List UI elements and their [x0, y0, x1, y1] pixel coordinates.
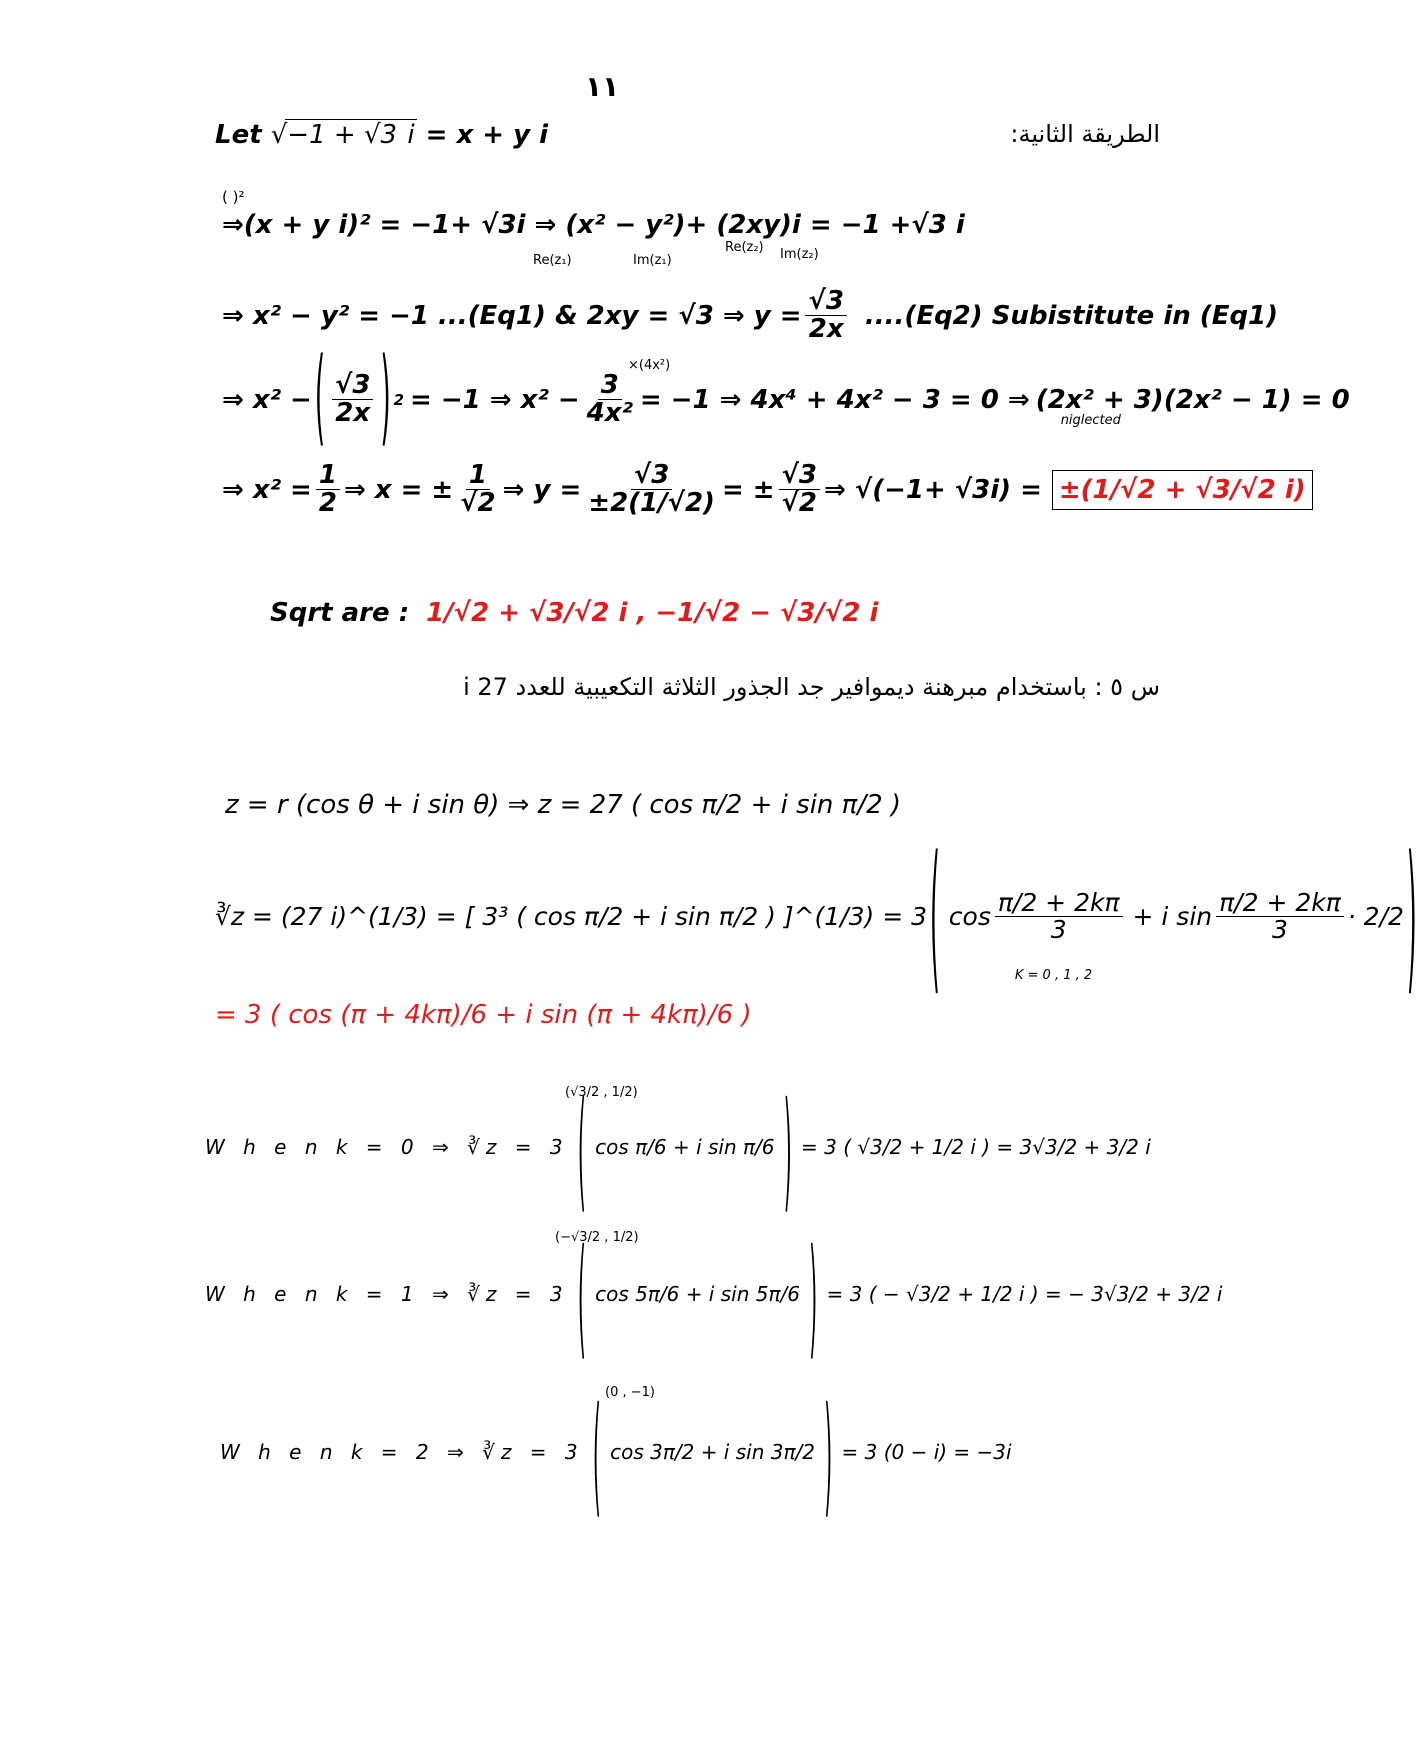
sqrt-are-label: Sqrt are :	[270, 598, 410, 628]
k2-line: W h e n k = 2 ⇒ ∛z = 3 ( cos 3π/2 + i sin 3π/2 ) = 3 (0 − i) = −3i	[220, 1375, 1012, 1532]
sqrt-answers: 1/√2 + √3/√2 i , −1/√2 − √3/√2 i	[426, 598, 879, 628]
im-z1-label: Im(z₁)	[633, 253, 672, 268]
answer-box: ±(1/√2 + √3/√2 i)	[1052, 470, 1313, 510]
polar-form: z = r (cos θ + i sin θ) ⇒ z = 27 ( cos π/2 + i sin π/2 )	[225, 790, 902, 820]
im-z2-label: Im(z₂)	[780, 247, 819, 262]
let-word: Let	[215, 120, 262, 150]
let-equation: Let √−1 + √3 i = x + y i	[215, 120, 549, 150]
let-sqrt3: 3	[380, 120, 398, 150]
k0-note: (√3/2 , 1/2)	[565, 1085, 638, 1100]
k0-line: W h e n k = 0 ⇒ ∛z = 3 ( cos π/6 + i sin π/6 ) = 3 ( √3/2 + 1/2 i ) = 3√3/2 + 3/2 i	[205, 1070, 1151, 1227]
eq2-text: ....(Eq2) Subistitute in (Eq1)	[864, 300, 1279, 331]
re-z2-label: Re(z₂)	[725, 240, 764, 255]
k-values: K = 0 , 1 , 2	[1014, 968, 1093, 983]
let-i: i	[407, 120, 415, 150]
cube-root-general: ∛z = (27 i)^(1/3) = [ 3³ ( cos π/2 + i sin π/2 ) ]^(1/3) = 3 ( cos π/2 + 2kπ 3 K = 0 , 1 , 2 + i sin π/2 + 2kπ 3 · 2/2 )	[215, 822, 1417, 1011]
k1-note: (−√3/2 , 1/2)	[555, 1230, 639, 1245]
eq1-text: ⇒ x² − y² = −1 ...(Eq1) & 2xy = √3 ⇒ y =	[222, 300, 802, 331]
k1-line: W h e n k = 1 ⇒ ∛z = 3 ( cos 5π/6 + i sin 5π/6 ) = 3 ( − √3/2 + 1/2 i ) = − 3√3/2 + 3/2 i	[205, 1217, 1223, 1374]
let-inner: −1 +	[287, 120, 364, 150]
solution-line: ⇒ x² = $\frac{1}{2}$ ⇒ x = ± $\frac{1}{√2}$ ⇒ y = $\frac{√3}{\pm 2(1/√2)}$ = ± $\frac{√3}{√2}$ ⇒ √(−1+ √3i) = ±(1/√2 + √3/√2 i)	[222, 462, 1313, 518]
multiply-note: ×(4x²)	[628, 358, 671, 373]
k2-note: (0 , −1)	[605, 1385, 655, 1400]
eq1-eq2-line	[222, 288, 1278, 344]
simplified-form: = 3 ( cos (π + 4kπ)/6 + i sin (π + 4kπ)/6 )	[215, 1000, 752, 1030]
neglected-label: niglected	[1060, 412, 1121, 428]
fraction-y: $\frac{√3}{2x}$	[805, 288, 846, 344]
quartic-line: ⇒ x² − ( √3 2x ) 2 = −1 ⇒ x² − $\frac{3}{\text{4x²}}$ = −1 ⇒ 4x⁴ + 4x² − 3 = 0 ⇒ (2x² + 3) niglected (2x² − 1) = 0	[222, 339, 1350, 460]
square-note: ( )²	[222, 188, 245, 206]
sqrt-are-line	[270, 598, 878, 628]
method-label: الطريقة الثانية:	[1010, 120, 1160, 148]
square-equation: ⇒(x + y i)² = −1+ √3i ⇒ (x² − y²)+ (2xy)i = −1 +√3 i	[222, 210, 965, 240]
question-5: س ٥ : باستخدام مبرهنة ديموافير جد الجذور الثلاثة التكعيبية للعدد 27 i	[463, 673, 1160, 701]
page-number: ١١	[585, 70, 620, 103]
let-rhs: = x + y i	[425, 120, 549, 150]
re-z1-label: Re(z₁)	[533, 253, 572, 268]
